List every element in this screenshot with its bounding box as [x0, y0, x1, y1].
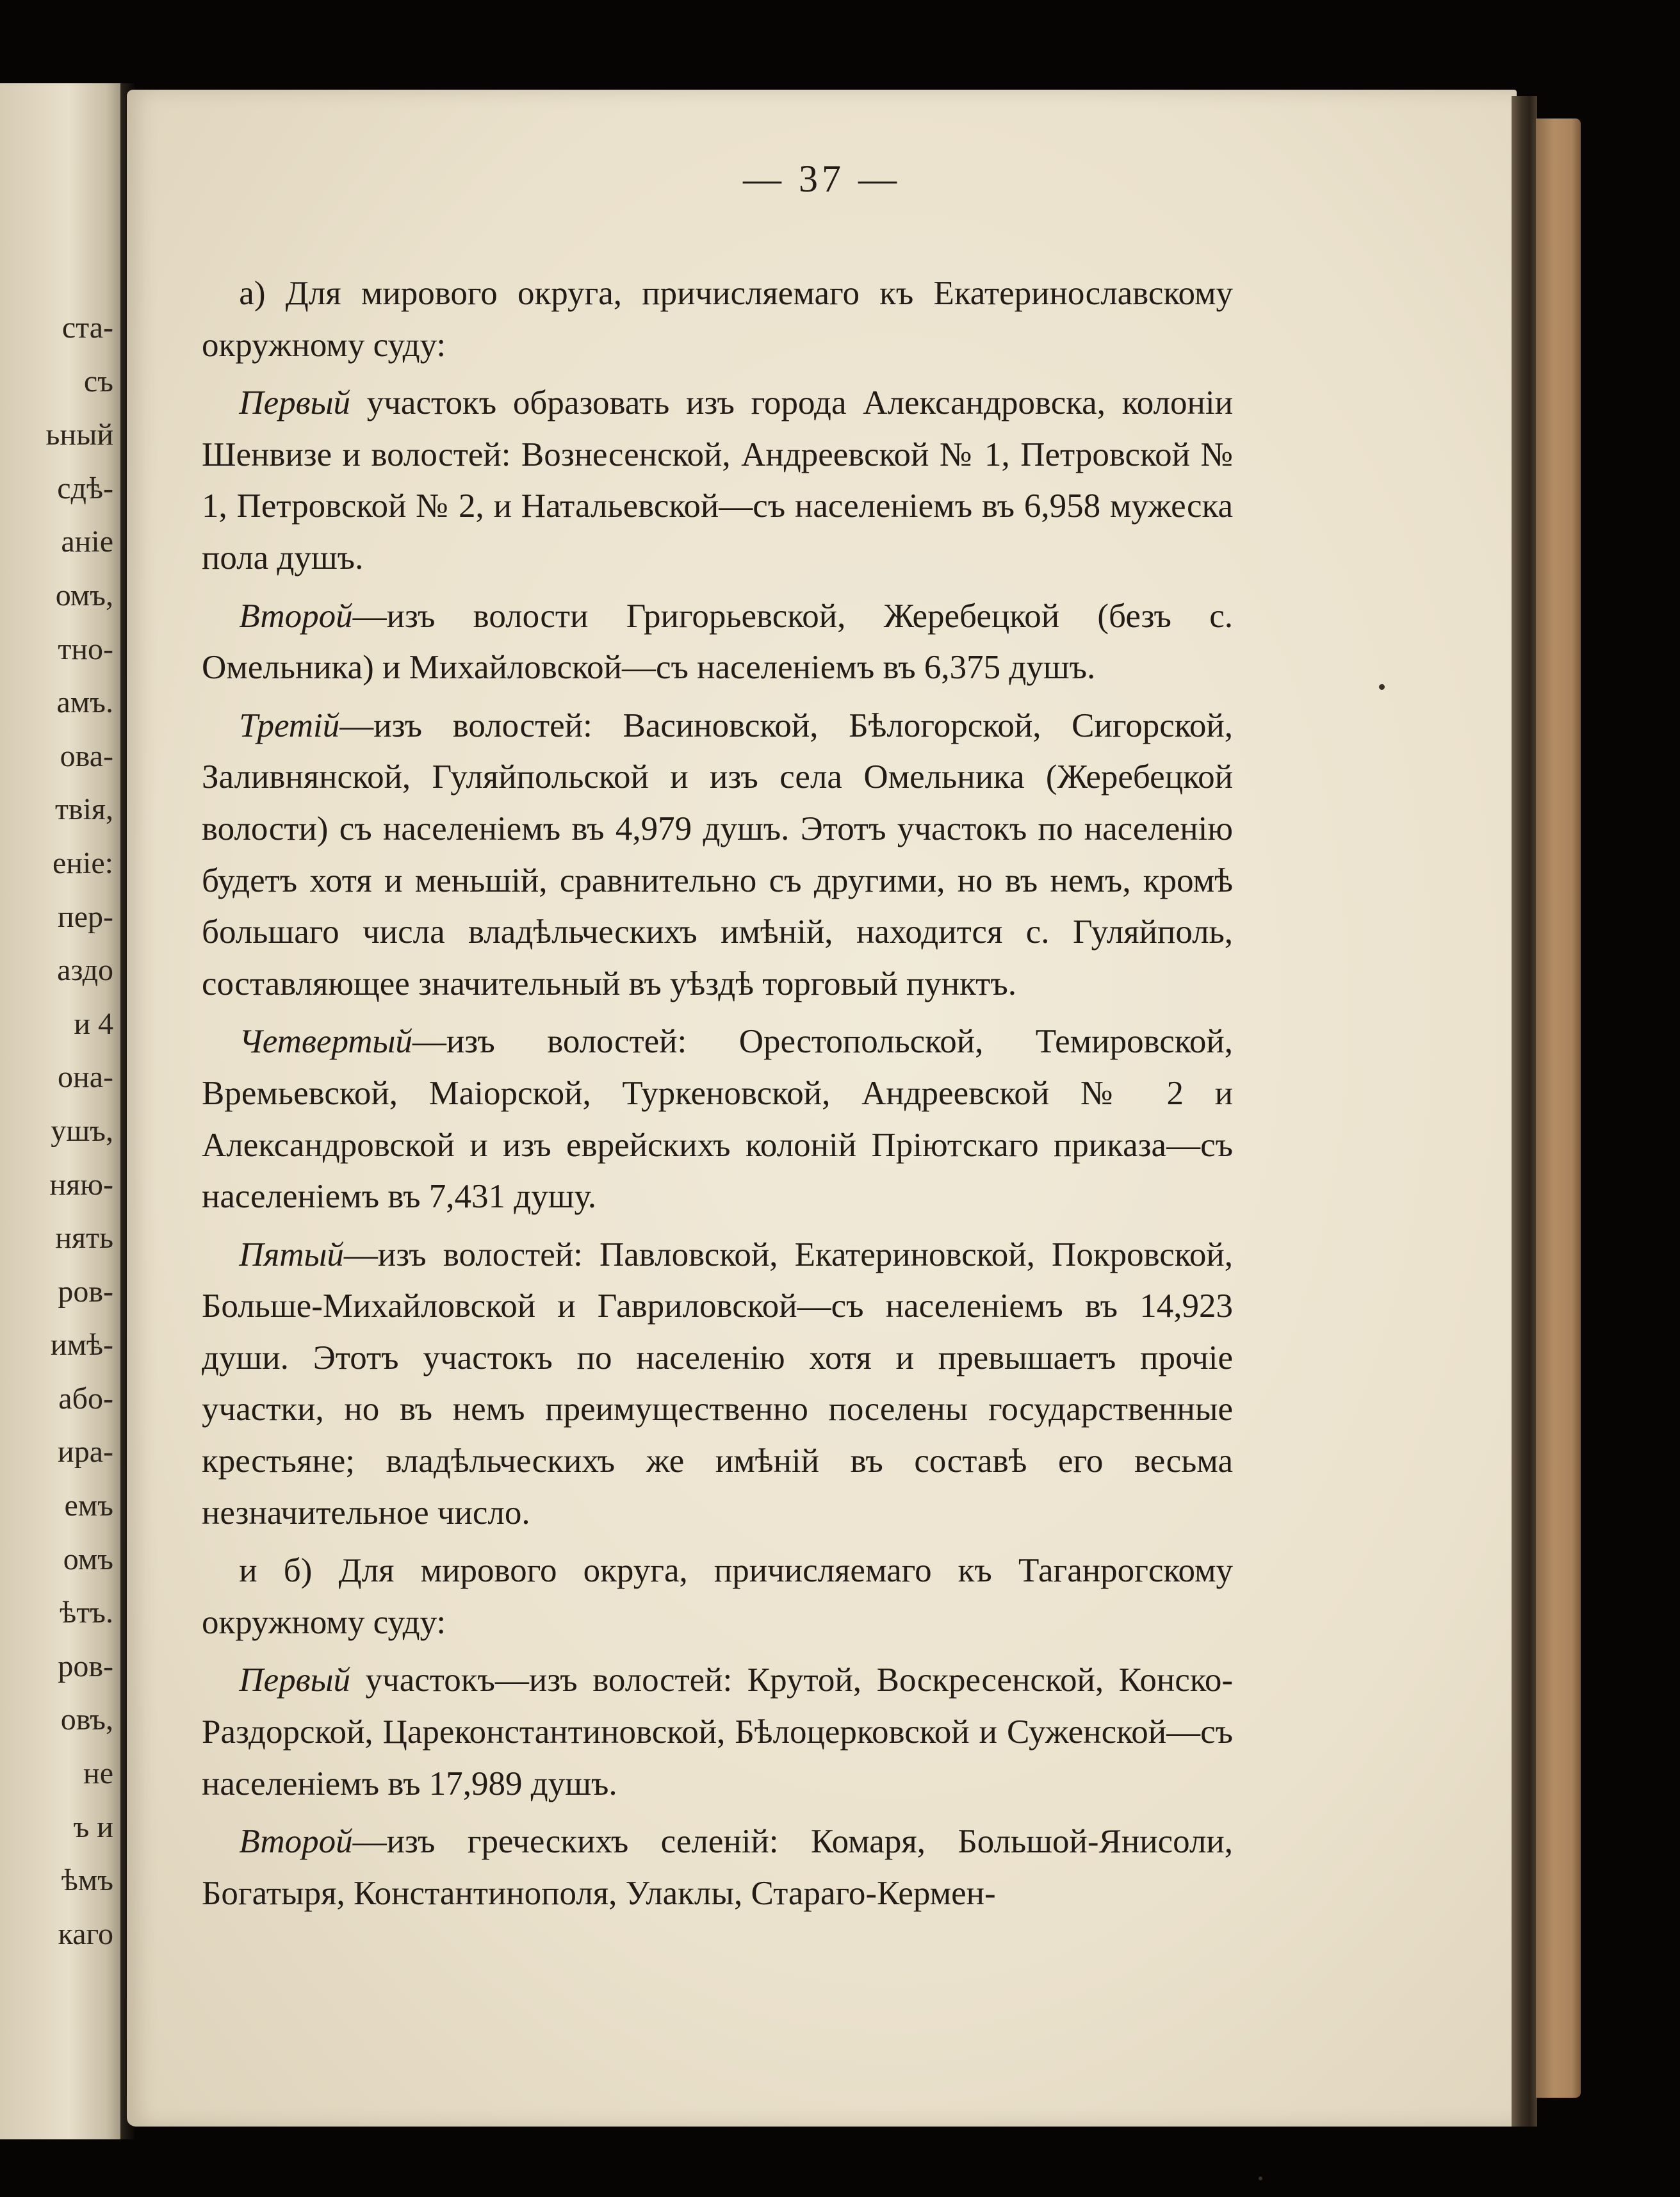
page-number: — 37 —: [743, 158, 901, 200]
paragraph-text: —изъ волостей: Орестопольской, Темировской, Времьевской, Маіорской, Туркеновской, Андреевской № 2 и Александровской и изъ еврейскихъ колоній Пріютскаго приказа—съ населеніемъ въ 7,431 душу.: [202, 1023, 1233, 1216]
left-page-line-fragment: емъ: [64, 1489, 113, 1523]
left-page-line-fragment: твія,: [54, 792, 113, 827]
paragraph-text: участокъ образовать изъ города Александровска, колоніи Шенвизе и волостей: Вознесенской, Андреевской № 1, Петровской № 1, Петровской № 2, и Натальевской—съ населеніемъ въ 6,958 мужеска пола душъ.: [202, 384, 1233, 576]
left-page-line-fragment: аніе: [61, 525, 113, 559]
left-page-line-fragment: ушъ,: [51, 1113, 113, 1148]
left-page-line-fragment: омъ,: [55, 578, 113, 612]
paragraph: [202, 268, 1233, 371]
left-page-text-fragments: [45, 301, 113, 1961]
paragraph-lead-word: Пятый: [239, 1236, 344, 1273]
left-page-line-fragment: амъ.: [56, 685, 113, 720]
paragraph: [202, 1816, 1233, 1919]
paragraph-text: а) Для мирового округа, причисляемаго къ Екатеринославскому окружному суду:: [202, 275, 1233, 364]
left-page-line-fragment: тно-: [58, 632, 113, 666]
paper-speck: [1259, 2177, 1262, 2180]
page-block-edge: [1512, 96, 1537, 2127]
left-page-line-fragment: ров-: [58, 1649, 113, 1683]
paragraph-lead-word: Четвертый: [239, 1023, 412, 1061]
left-page-line-fragment: еніе:: [53, 845, 113, 880]
paragraph-text: —изъ волостей: Васиновской, Бѣлогорской, Сигорской, Заливнянской, Гуляйпольской и изъ села Омельника (Жеребецкой волости) съ населеніемъ въ 4,979 душъ. Этотъ участокъ по населенію будетъ хотя и меньшій, сравнительно съ другими, но въ немъ, кромѣ большаго числа владѣльческихъ имѣній, находится с. Гуляйполь, составляющее значительный въ уѣздѣ торговый пунктъ.: [202, 706, 1233, 1002]
paragraph: [202, 591, 1233, 694]
paragraph: [202, 1654, 1233, 1809]
page-body: [202, 268, 1233, 1925]
paragraph-lead-word: Третій: [239, 706, 340, 744]
left-page-line-fragment: ста-: [61, 311, 113, 345]
left-page-line-fragment: ров-: [58, 1274, 113, 1309]
paragraph-text: —изъ греческихъ селеній: Комаря, Большой-Янисоли, Богатыря, Константинополя, Улаклы, Стараго-Кермен-: [202, 1823, 1233, 1912]
paragraph-text: —изъ волостей: Павловской, Екатериновской, Покровской, Больше-Михайловской и Гавриловской—съ населеніемъ въ 14,923 души. Этотъ участокъ по населенію хотя и превышаетъ прочіе участки, но въ немъ преимущественно поселены государственные крестьяне; владѣльческихъ же имѣній въ составѣ его весьма незначительное число.: [202, 1236, 1233, 1531]
book-cover-edge: [1536, 118, 1581, 2098]
paragraph-text: —изъ волости Григорьевской, Жеребецкой (безъ с. Омельника) и Михайловской—съ населеніемъ въ 6,375 душъ.: [202, 597, 1233, 687]
left-page-line-fragment: каго: [58, 1916, 113, 1951]
paper-speck: [1379, 684, 1385, 690]
paragraph: [202, 1229, 1233, 1539]
left-page-line-fragment: аздо: [57, 953, 113, 988]
left-page-line-fragment: не: [83, 1756, 113, 1791]
left-page-line-fragment: омъ: [63, 1542, 113, 1576]
paragraph-lead-word: Первый: [239, 1662, 350, 1699]
left-page-line-fragment: ьный: [45, 418, 113, 452]
left-facing-page: [0, 83, 125, 2139]
left-page-line-fragment: ѣмъ: [61, 1863, 113, 1898]
left-page-line-fragment: ира-: [58, 1435, 113, 1469]
paragraph-text: и б) Для мирового округа, причисляемаго къ Таганрогскому окружному суду:: [202, 1552, 1233, 1641]
left-page-line-fragment: имѣ-: [50, 1328, 113, 1362]
paragraph-lead-word: Первый: [239, 384, 350, 422]
paragraph: [202, 377, 1233, 584]
paragraph: [202, 1545, 1233, 1648]
left-page-line-fragment: нять: [55, 1221, 113, 1255]
left-page-line-fragment: съ: [83, 364, 113, 398]
left-page-line-fragment: она-: [58, 1060, 113, 1095]
paragraph: [202, 1016, 1233, 1222]
paragraph: [202, 700, 1233, 1010]
left-page-line-fragment: ова-: [60, 739, 113, 773]
left-page-line-fragment: або-: [58, 1381, 113, 1416]
left-page-line-fragment: ѣтъ.: [60, 1596, 113, 1630]
left-page-line-fragment: ъ и: [73, 1809, 113, 1844]
left-page-line-fragment: пер-: [58, 899, 113, 934]
paragraph-text: участокъ—изъ волостей: Крутой, Воскресенской, Конско-Раздорской, Цареконстантиновской, Бѣлоцерковской и Суженской—съ населеніемъ въ 17,989 душъ.: [202, 1662, 1233, 1802]
paragraph-lead-word: Второй: [239, 1823, 353, 1861]
left-page-line-fragment: няю-: [49, 1167, 113, 1202]
paragraph-lead-word: Второй: [239, 597, 353, 635]
left-page-line-fragment: овъ,: [60, 1703, 113, 1737]
left-page-line-fragment: и 4: [74, 1006, 113, 1041]
left-page-line-fragment: сдѣ-: [57, 471, 113, 505]
